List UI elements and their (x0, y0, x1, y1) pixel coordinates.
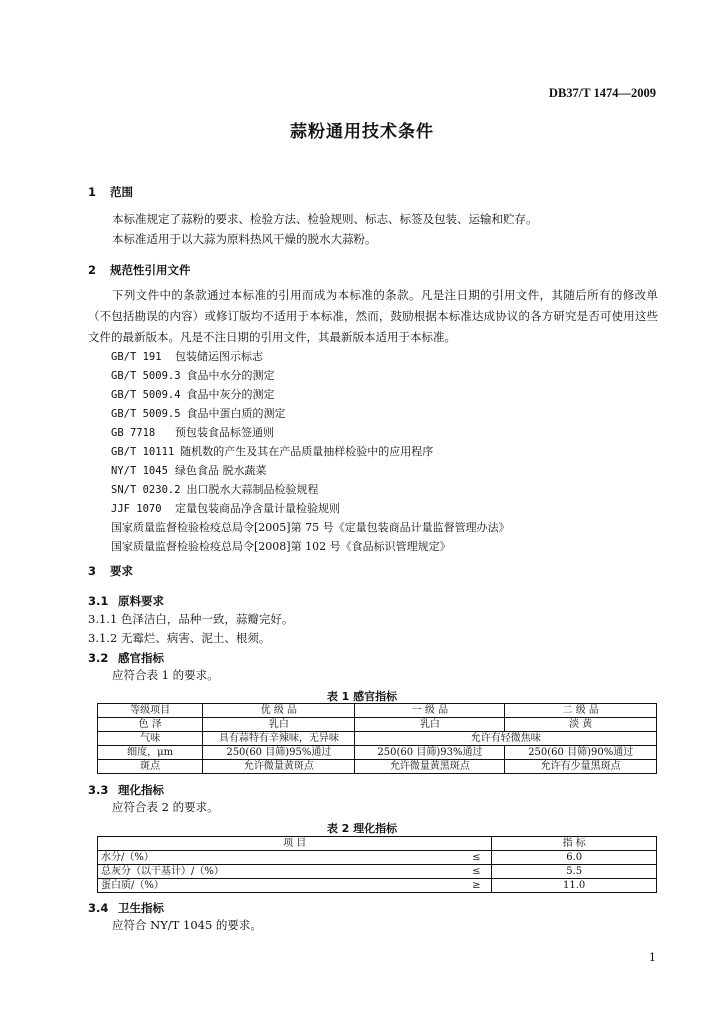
reference-code: GB/T 5009.5 (111, 408, 181, 420)
section-number: 3.3 (88, 783, 109, 797)
section-number: 3.4 (88, 901, 109, 915)
table-cell: 优 级 品 (203, 704, 355, 718)
section-3-2-text: 应符合表 1 的要求。 (112, 668, 219, 682)
section-3-4-text: 应符合 NY/T 1045 的要求。 (112, 918, 262, 932)
reference-title: 绿色食品 脱水蔬菜 (175, 464, 267, 477)
section-number: 3 (88, 564, 97, 578)
section-3-2-heading (88, 650, 164, 666)
table-header-cell: 指 标 (492, 837, 657, 851)
section-3-3-text: 应符合表 2 的要求。 (112, 800, 219, 814)
table-cell: 250(60 目筛)90%通过 (505, 746, 657, 760)
section-3-heading (88, 563, 133, 579)
table-2-caption: 表 2 理化指标 (326, 822, 398, 835)
table-cell: ≥ (461, 879, 492, 893)
reference-code: GB/T 191 (111, 351, 162, 363)
table-cell: 允许微量黄黑斑点 (355, 760, 505, 774)
table-header-cell: 项 目 (98, 837, 492, 851)
section-number: 1 (88, 185, 97, 199)
table-cell: 5.5 (492, 865, 657, 879)
table-row (98, 760, 657, 774)
reference-code: SN/T 0230.2 (111, 484, 181, 496)
reference-title: 定量包装商品净含量计量检验规则 (175, 502, 340, 515)
reference-title: 随机数的产生及其在产品质量抽样检验中的应用程序 (180, 445, 434, 458)
reference-item (111, 386, 275, 402)
table-row (98, 746, 657, 760)
section-title: 规范性引用文件 (110, 263, 191, 277)
reference-title: 国家质量监督检验检疫总局令[2005]第 75 号《定量包装商品计量监督管理办法》 (111, 521, 510, 534)
table-cell: 二 级 品 (505, 704, 657, 718)
reference-title: 包装储运图示标志 (175, 350, 263, 363)
reference-item (111, 481, 319, 497)
table-cell: 允许微量黄斑点 (203, 760, 355, 774)
reference-item (111, 348, 263, 364)
table-row (98, 851, 657, 865)
reference-item (111, 519, 510, 535)
reference-item (111, 462, 267, 478)
section-title: 感官指标 (118, 651, 164, 665)
reference-title: 出口脱水大蒜制品检验规程 (186, 483, 319, 496)
table-cell: 250(60 目筛)95%通过 (203, 746, 355, 760)
reference-title: 食品中灰分的测定 (186, 388, 275, 401)
table-cell: 细度，μm (98, 746, 203, 760)
reference-item (111, 538, 451, 554)
section-number: 3.1 (88, 594, 109, 608)
table-row (98, 879, 657, 893)
reference-title: 国家质量监督检验检疫总局令[2008]第 102 号《食品标识管理规定》 (111, 540, 451, 553)
reference-title: 食品中水分的测定 (186, 369, 275, 382)
clause-3-1-1: 3.1.1 色泽洁白，品种一致，蒜瓣完好。 (88, 612, 294, 626)
table-cell: 250(60 目筛)93%通过 (355, 746, 505, 760)
table-cell: 一 级 品 (355, 704, 505, 718)
table-cell: 蛋白质/（%） (98, 879, 462, 893)
sensory-table (97, 703, 657, 774)
reference-code: GB/T 10111 (111, 446, 175, 458)
table-header-row (98, 704, 657, 718)
table-cell: ≤ (461, 851, 492, 865)
section-number: 3.2 (88, 651, 109, 665)
table-cell: 允许有少量黑斑点 (505, 760, 657, 774)
physicochemical-table (97, 836, 657, 893)
reference-code: GB 7718 (111, 427, 156, 439)
section-1-heading (88, 184, 133, 200)
reference-item (111, 443, 433, 459)
table-cell: 具有蒜特有辛辣味，无异味 (203, 732, 355, 746)
section-1-paragraph-2: 本标准适用于以大蒜为原料热风干燥的脱水大蒜粉。 (112, 232, 377, 246)
section-title: 范围 (110, 185, 133, 199)
section-3-3-heading (88, 782, 164, 798)
reference-code: NY/T 1045 (111, 465, 168, 477)
table-cell: 水分/（%） (98, 851, 462, 865)
reference-item (111, 500, 340, 516)
table-cell: 乳白 (203, 718, 355, 732)
section-2-heading (88, 262, 191, 278)
section-title: 卫生指标 (118, 901, 164, 915)
reference-title: 食品中蛋白质的测定 (186, 407, 286, 420)
table-cell: 等级项目 (98, 704, 203, 718)
section-1-paragraph-1: 本标准规定了蒜粉的要求、检验方法、检验规则、标志、标签及包装、运输和贮存。 (112, 212, 538, 226)
page-number: 1 (649, 951, 656, 964)
table-cell: 色 泽 (98, 718, 203, 732)
reference-code: GB/T 5009.4 (111, 389, 181, 401)
section-3-1-heading (88, 593, 164, 609)
section-title: 理化指标 (118, 783, 164, 797)
reference-item (111, 405, 286, 421)
reference-item (111, 424, 274, 440)
table-1-caption: 表 1 感官指标 (326, 690, 398, 703)
section-title: 原料要求 (118, 594, 164, 608)
table-cell: ≤ (461, 865, 492, 879)
section-title: 要求 (110, 564, 133, 578)
table-row (98, 732, 657, 746)
table-cell: 允许有轻微焦味 (355, 732, 657, 746)
clause-3-1-2: 3.1.2 无霉烂、病害、泥土、根须。 (88, 631, 271, 645)
table-cell: 气味 (98, 732, 203, 746)
table-cell: 淡 黄 (505, 718, 657, 732)
table-cell: 6.0 (492, 851, 657, 865)
reference-item (111, 367, 275, 383)
section-2-paragraph: 下列文件中的条款通过本标准的引用而成为本标准的条款。凡是注日期的引用文件，其随后所有的修改单（不包括勘误的内容）或修订版均不适用于本标准，然而，鼓励根据本标准达成协议的各方研究是否可使用这些文件的最新版本。凡是不注日期的引用文件，其最新版本适用于本标准。 (88, 288, 658, 344)
reference-code: JJF 1070 (111, 503, 162, 515)
table-header-row (98, 837, 657, 851)
table-row (98, 865, 657, 879)
table-row (98, 718, 657, 732)
section-3-4-heading (88, 900, 164, 916)
section-number: 2 (88, 263, 97, 277)
reference-title: 预包装食品标签通则 (175, 426, 274, 439)
standard-code: DB37/T 1474—2009 (548, 86, 656, 100)
table-cell: 斑点 (98, 760, 203, 774)
table-cell: 乳白 (355, 718, 505, 732)
table-cell: 总灰分（以干基计）/（%） (98, 865, 462, 879)
document-title: 蒜粉通用技术条件 (290, 122, 434, 142)
reference-code: GB/T 5009.3 (111, 370, 181, 382)
table-cell: 11.0 (492, 879, 657, 893)
